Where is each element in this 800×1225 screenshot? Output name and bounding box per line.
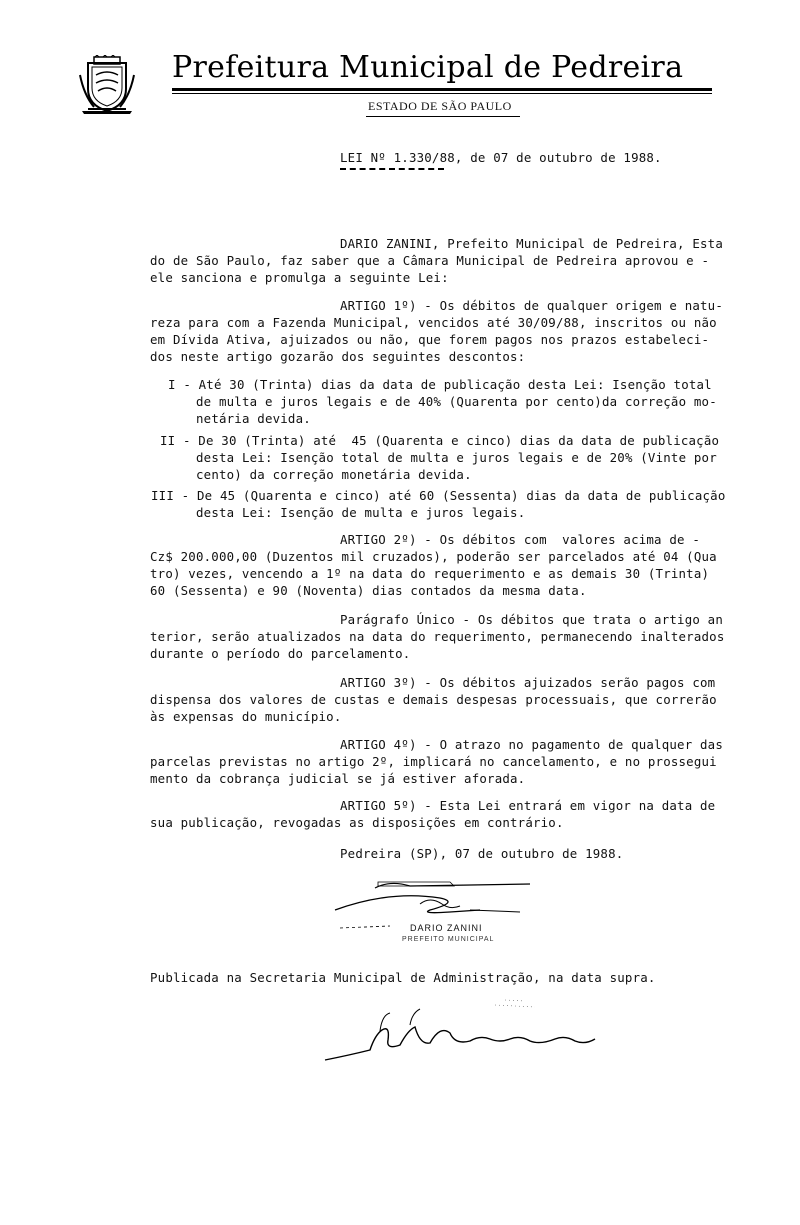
item-3-line: III - De 45 (Quarenta e cinco) até 60 (Sessenta) dias da data de publicação [151, 488, 726, 503]
header-rule-thick [172, 88, 712, 91]
paragraph-unique-line: terior, serão atualizados na data do requerimento, permanecendo inalterados [150, 629, 725, 644]
law-heading-underline [340, 168, 444, 170]
coat-of-arms-icon [78, 55, 136, 115]
law-heading: LEI Nº 1.330/88, de 07 de outubro de 1988. [340, 150, 662, 165]
item-1-line: de multa e juros legais e de 40% (Quarenta por cento)da correção mo- [196, 394, 717, 409]
item-2-line: cento) da correção monetária devida. [196, 467, 472, 482]
stamp-name: DARIO ZANINI [410, 923, 483, 933]
article-3-line: dispensa dos valores de custas e demais despesas processuais, que correrão [150, 692, 717, 707]
article-5-line: ARTIGO 5º) - Esta Lei entrará em vigor na data de [340, 798, 716, 813]
administration-signature [320, 995, 610, 1085]
stamp-title: PREFEITO MUNICIPAL [402, 936, 495, 943]
item-2-line: II - De 30 (Trinta) até 45 (Quarenta e cinco) dias da data de publicação [160, 433, 720, 448]
article-5-line: sua publicação, revogadas as disposições em contrário. [150, 815, 564, 830]
article-2-line: ARTIGO 2º) - Os débitos com valores acima de - [340, 532, 701, 547]
state-label: ESTADO DE SÃO PAULO [368, 99, 512, 113]
header-rule-thin [172, 93, 712, 94]
article-3-line: às expensas do município. [150, 709, 342, 724]
article-1-line: dos neste artigo gozarão dos seguintes descontos: [150, 349, 526, 364]
article-3-line: ARTIGO 3º) - Os débitos ajuizados serão pagos com [340, 675, 716, 690]
article-1-line: em Dívida Ativa, ajuizados ou não, que forem pagos nos prazos estabeleci- [150, 332, 710, 347]
paragraph-unique-line: Parágrafo Único - Os débitos que trata o artigo an [340, 612, 723, 627]
intro-line: do de São Paulo, faz saber que a Câmara Municipal de Pedreira aprovou e - [150, 253, 710, 268]
intro-line: DARIO ZANINI, Prefeito Municipal de Pedreira, Esta [340, 236, 723, 251]
publication-notice: Publicada na Secretaria Municipal de Administração, na data supra. [150, 970, 656, 985]
article-1-line: reza para com a Fazenda Municipal, vencidos até 30/09/88, inscritos ou não [150, 315, 717, 330]
article-2-line: Cz$ 200.000,00 (Duzentos mil cruzados), poderão ser parcelados até 04 (Qua [150, 549, 717, 564]
article-2-line: tro) vezes, vencendo a 1º na data do requerimento e as demais 30 (Trinta) [150, 566, 710, 581]
article-4-line: parcelas previstas no artigo 2º, implicará no cancelamento, e no prossegui [150, 754, 717, 769]
intro-line: ele sanciona e promulga a seguinte Lei: [150, 270, 449, 285]
page-title: Prefeitura Municipal de Pedreira [172, 50, 684, 85]
article-4-line: mento da cobrança judicial se já estiver aforada. [150, 771, 526, 786]
article-1-line: ARTIGO 1º) - Os débitos de qualquer origem e natu- [340, 298, 723, 313]
item-3-line: desta Lei: Isenção de multa e juros legais. [196, 505, 526, 520]
article-2-line: 60 (Sessenta) e 90 (Noventa) dias contados da mesma data. [150, 583, 587, 598]
paragraph-unique-line: durante o período do parcelamento. [150, 646, 411, 661]
state-underline [366, 116, 520, 117]
item-2-line: desta Lei: Isenção total de multa e juros legais e de 20% (Vinte por [196, 450, 717, 465]
article-4-line: ARTIGO 4º) - O atrazo no pagamento de qualquer das [340, 737, 723, 752]
item-1-line: I - Até 30 (Trinta) dias da data de publicação desta Lei: Isenção total [168, 377, 712, 392]
date-line: Pedreira (SP), 07 de outubro de 1988. [340, 846, 624, 861]
item-1-line: netária devida. [196, 411, 311, 426]
